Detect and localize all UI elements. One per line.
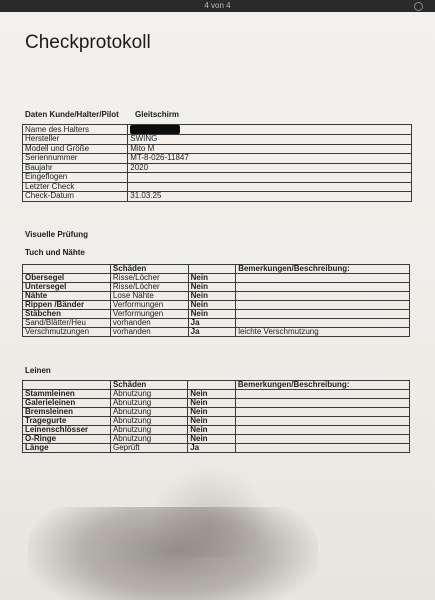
redaction-bar bbox=[130, 125, 180, 134]
page-indicator: 4 von 4 bbox=[204, 1, 231, 10]
row-result: Ja bbox=[188, 444, 236, 453]
row-value: 31.03.25 bbox=[128, 192, 412, 202]
row-name: Untersegel bbox=[23, 283, 111, 292]
row-remark bbox=[235, 435, 409, 444]
row-result: Nein bbox=[188, 310, 236, 319]
row-remark bbox=[236, 301, 410, 310]
leinen-table bbox=[22, 380, 410, 453]
header-damage: Schäden bbox=[110, 265, 188, 274]
row-label: Name des Halters bbox=[23, 125, 128, 135]
row-result: Ja bbox=[188, 328, 236, 337]
row-name: Galerieleinen bbox=[23, 399, 111, 408]
row-name: Rippen /Bänder bbox=[23, 301, 111, 310]
row-label: Baujahr bbox=[23, 163, 128, 173]
row-remark bbox=[235, 399, 409, 408]
row-remark bbox=[235, 417, 409, 426]
table-row bbox=[23, 283, 410, 292]
row-name: Stäbchen bbox=[23, 310, 111, 319]
customer-data-table bbox=[22, 124, 412, 202]
row-value bbox=[128, 182, 412, 192]
row-value bbox=[128, 173, 412, 183]
row-name: Bremsleinen bbox=[23, 408, 111, 417]
row-remark bbox=[235, 426, 409, 435]
viewer-toolbar bbox=[0, 0, 435, 12]
row-label: Eingeflogen bbox=[23, 173, 128, 183]
row-label: Letzter Check bbox=[23, 182, 128, 192]
row-remark: leichte Verschmutzung bbox=[236, 328, 410, 337]
row-damage: Abnutzung bbox=[110, 417, 187, 426]
customer-heading-text: Daten Kunde/Halter/Pilot bbox=[25, 110, 119, 119]
row-remark bbox=[236, 310, 410, 319]
row-damage: Verformungen bbox=[110, 310, 188, 319]
table-row bbox=[23, 444, 410, 453]
row-damage: Abnutzung bbox=[110, 426, 187, 435]
leinen-heading: Leinen bbox=[25, 366, 51, 375]
row-result: Nein bbox=[188, 390, 236, 399]
row-name: Verschmutzungen bbox=[23, 328, 111, 337]
row-result: Nein bbox=[188, 426, 236, 435]
customer-section-heading bbox=[25, 110, 179, 119]
row-name: Länge bbox=[23, 444, 111, 453]
table-row bbox=[23, 192, 412, 202]
row-damage: Abnutzung bbox=[110, 399, 187, 408]
row-damage: Verformungen bbox=[110, 301, 188, 310]
tuch-heading: Tuch und Nähte bbox=[25, 248, 85, 257]
document-title: Checkprotokoll bbox=[25, 32, 151, 53]
row-damage: Risse/Löcher bbox=[110, 274, 188, 283]
table-header-row bbox=[23, 265, 410, 274]
row-remark bbox=[235, 390, 409, 399]
table-row bbox=[23, 435, 410, 444]
table-row bbox=[23, 426, 410, 435]
row-label: Hersteller bbox=[23, 135, 128, 145]
row-name: Sand/Blätter/Heu bbox=[23, 319, 111, 328]
row-damage: Abnutzung bbox=[110, 408, 187, 417]
table-row bbox=[23, 399, 410, 408]
row-result: Nein bbox=[188, 399, 236, 408]
row-value: MT-8-026-11847 bbox=[128, 154, 412, 164]
table-row bbox=[23, 144, 412, 154]
row-damage: Risse/Löcher bbox=[110, 283, 188, 292]
menu-icon[interactable] bbox=[414, 2, 423, 11]
row-result: Nein bbox=[188, 435, 236, 444]
header-remarks: Bemerkungen/Beschreibung: bbox=[236, 265, 410, 274]
row-damage: Abnutzung bbox=[110, 435, 187, 444]
table-row bbox=[23, 390, 410, 399]
table-row bbox=[23, 408, 410, 417]
row-damage: Geprüft bbox=[110, 444, 187, 453]
row-value: Mito M bbox=[128, 144, 412, 154]
row-value: 2020 bbox=[128, 163, 412, 173]
row-damage: Lose Nähte bbox=[110, 292, 188, 301]
row-remark bbox=[236, 292, 410, 301]
row-damage: vorhanden bbox=[110, 319, 188, 328]
row-name: Tragegurte bbox=[23, 417, 111, 426]
row-label: Check-Datum bbox=[23, 192, 128, 202]
table-header-row bbox=[23, 381, 410, 390]
row-label: Seriennummer bbox=[23, 154, 128, 164]
row-label: Modell und Größe bbox=[23, 144, 128, 154]
row-damage: vorhanden bbox=[110, 328, 188, 337]
row-name: Nähte bbox=[23, 292, 111, 301]
row-name: Stammleinen bbox=[23, 390, 111, 399]
row-result: Nein bbox=[188, 292, 236, 301]
tuch-table bbox=[22, 264, 410, 337]
row-result: Nein bbox=[188, 274, 236, 283]
table-row bbox=[23, 301, 410, 310]
table-row bbox=[23, 125, 412, 135]
row-result: Nein bbox=[188, 301, 236, 310]
table-row bbox=[23, 182, 412, 192]
header-remarks: Bemerkungen/Beschreibung: bbox=[235, 381, 409, 390]
table-row bbox=[23, 173, 412, 183]
row-value bbox=[128, 125, 412, 135]
row-name: O-Ringe bbox=[23, 435, 111, 444]
row-value: SWING bbox=[128, 135, 412, 145]
table-row bbox=[23, 154, 412, 164]
row-name: Leinenschlösser bbox=[23, 426, 111, 435]
row-name: Obersegel bbox=[23, 274, 111, 283]
row-damage: Abnutzung bbox=[110, 390, 187, 399]
customer-subheading: Gleitschirm bbox=[135, 110, 180, 119]
table-row bbox=[23, 135, 412, 145]
row-result: Nein bbox=[188, 417, 236, 426]
row-remark bbox=[236, 274, 410, 283]
table-row bbox=[23, 274, 410, 283]
header-damage: Schäden bbox=[110, 381, 187, 390]
visual-check-heading: Visuelle Prüfung bbox=[25, 230, 88, 239]
row-remark bbox=[235, 444, 409, 453]
row-result: Nein bbox=[188, 283, 236, 292]
photo-shadow bbox=[28, 507, 318, 600]
row-remark bbox=[235, 408, 409, 417]
row-result: Nein bbox=[188, 408, 236, 417]
table-row bbox=[23, 163, 412, 173]
document-page bbox=[0, 12, 435, 600]
row-result: Ja bbox=[188, 319, 236, 328]
row-remark bbox=[236, 283, 410, 292]
table-row bbox=[23, 328, 410, 337]
